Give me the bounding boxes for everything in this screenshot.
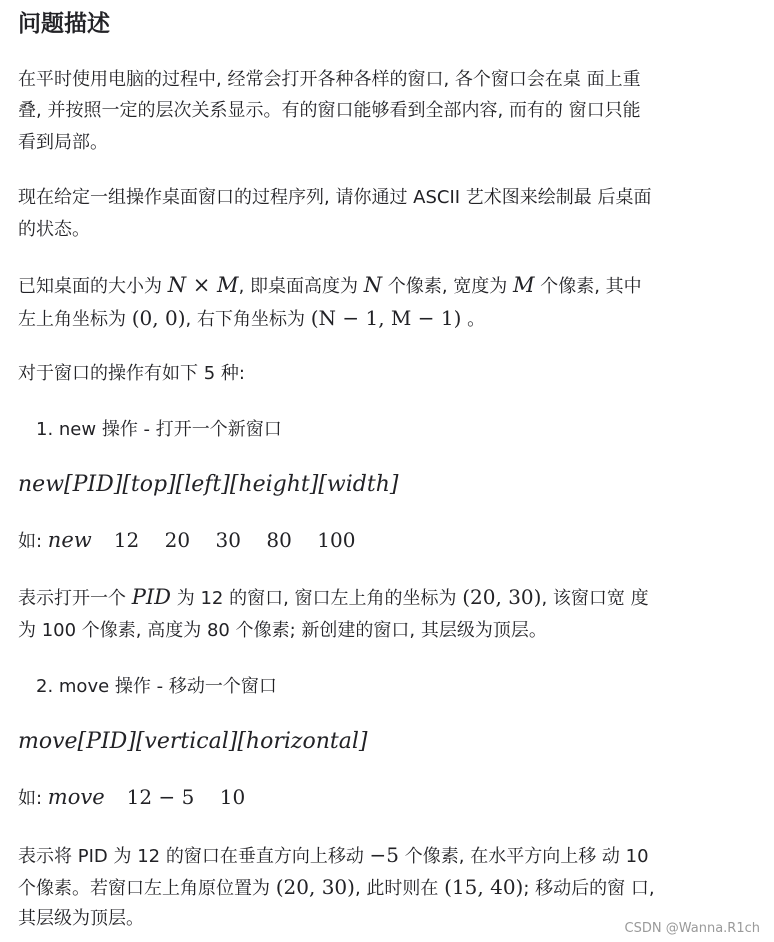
- example-label: 如:: [18, 788, 48, 809]
- page-title: 问题描述: [18, 11, 110, 37]
- text-segment: 为 12 的窗口, 窗口左上角的坐标为: [171, 588, 463, 609]
- new-example: [18, 528, 355, 554]
- para-6-line-3: 其层级为顶层。: [18, 908, 144, 929]
- move-example: [18, 785, 245, 811]
- para-2-line-2: 的状态。: [18, 219, 90, 240]
- example-label: 如:: [18, 531, 48, 552]
- math-expression: N: [363, 273, 383, 297]
- text-segment: , 即桌面高度为: [238, 276, 364, 297]
- text-segment: ; 移动后的窗 口,: [523, 878, 655, 899]
- math-expression: −5: [369, 843, 400, 867]
- math-expression: PID: [131, 585, 171, 609]
- move-syntax-formula: move[PID][vertical][horizontal]: [18, 729, 368, 754]
- para-5-line-2: 为 100 个像素, 高度为 80 个像素; 新创建的窗口, 其层级为顶层。: [18, 620, 547, 641]
- para-5-line-1: [18, 585, 649, 611]
- text-segment: 左上角坐标为: [18, 309, 132, 330]
- para-6-line-2: [18, 875, 655, 901]
- math-expression: N × M: [167, 273, 239, 297]
- math-expression: (0, 0): [131, 306, 186, 330]
- math-expression: (N − 1, M − 1): [310, 306, 462, 330]
- text-segment: , 右下角坐标为: [185, 309, 311, 330]
- text-segment: , 此时则在: [354, 878, 445, 899]
- para-1-line-3: 看到局部。: [18, 132, 108, 153]
- watermark: CSDN @Wanna.R1ch: [624, 921, 760, 936]
- operation-2-heading: 2. move 操作 - 移动一个窗口: [36, 676, 277, 697]
- text-segment: 个像素, 在水平方向上移 动 10: [399, 846, 649, 867]
- operation-1-heading: 1. new 操作 - 打开一个新窗口: [36, 419, 282, 440]
- example-numbers: 12 20 30 80 100: [113, 528, 356, 552]
- para-1-line-2: 叠, 并按照一定的层次关系显示。有的窗口能够看到全部内容, 而有的 窗口只能: [18, 100, 641, 121]
- math-expression: (20, 30): [462, 585, 542, 609]
- para-2-line-1: 现在给定一组操作桌面窗口的过程序列, 请你通过 ASCII 艺术图来绘制最 后桌面: [18, 187, 652, 208]
- text-segment: 。: [461, 309, 486, 330]
- new-syntax-formula: new[PID][top][left][height][width]: [18, 472, 399, 497]
- para-3-line-1: [18, 273, 642, 299]
- math-expression: (20, 30): [275, 875, 355, 899]
- para-3-line-2: [18, 306, 485, 332]
- text-segment: 个像素, 其中: [534, 276, 642, 297]
- text-segment: , 该窗口宽 度: [541, 588, 649, 609]
- text-segment: 已知桌面的大小为: [18, 276, 168, 297]
- text-segment: 表示将 PID 为 12 的窗口在垂直方向上移动: [18, 846, 370, 867]
- para-6-line-1: [18, 843, 649, 869]
- para-1-line-1: 在平时使用电脑的过程中, 经常会打开各种各样的窗口, 各个窗口会在桌 面上重: [18, 69, 641, 90]
- math-expression: (15, 40): [444, 875, 524, 899]
- text-segment: 个像素。若窗口左上角原位置为: [18, 878, 276, 899]
- example-command: new: [47, 528, 92, 552]
- example-numbers: 12 − 5 10: [126, 785, 246, 809]
- text-segment: 个像素, 宽度为: [382, 276, 513, 297]
- text-segment: 表示打开一个: [18, 588, 132, 609]
- math-expression: M: [513, 273, 535, 297]
- para-4: 对于窗口的操作有如下 5 种:: [18, 363, 245, 384]
- example-command: move: [47, 785, 105, 809]
